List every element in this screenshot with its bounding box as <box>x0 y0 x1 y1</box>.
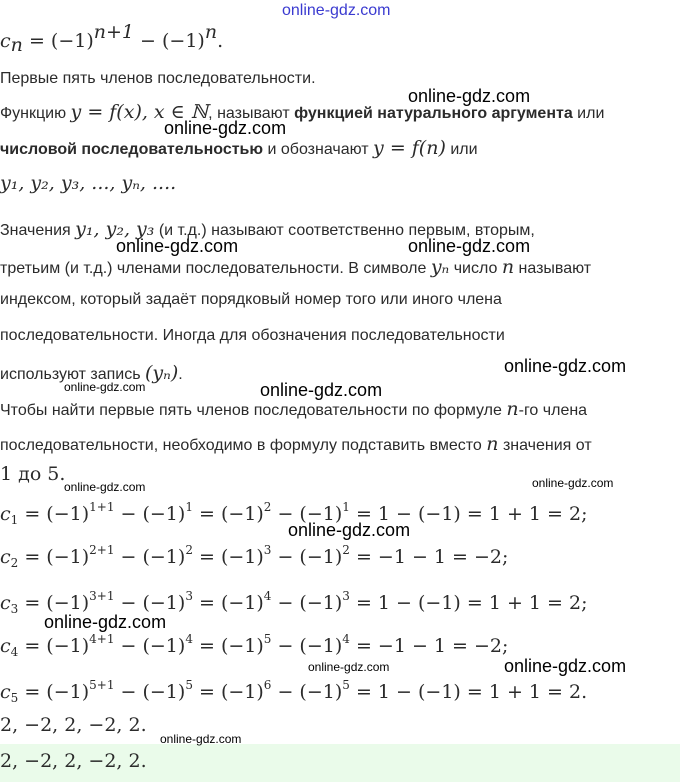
p2-math: y₁, y₂, y₃ <box>75 218 155 240</box>
calc-exp: 3+1 <box>89 589 115 603</box>
calc-name: c <box>0 546 11 568</box>
calc-exp: 2 <box>342 543 350 557</box>
formula-rhs2: − (−1) <box>134 30 205 52</box>
p3-line1-a: Чтобы найти первые пять членов последовательности по формуле <box>0 402 507 419</box>
watermark: online-gdz.com <box>64 480 146 494</box>
calc-exp: 4 <box>342 632 350 646</box>
p1-bold-2: числовой последовательностью <box>0 141 264 158</box>
calc-exp: 1+1 <box>89 500 115 514</box>
watermark: online-gdz.com <box>288 520 411 540</box>
calc-name: c <box>0 592 11 614</box>
p3-line2-math: n <box>486 433 499 455</box>
p1-text-a: Функцию <box>0 105 71 122</box>
calc-sub: 3 <box>10 602 19 616</box>
calc-tail: = 1 − (−1) = 1 + 1 = 2; <box>349 592 588 614</box>
p2-line2-math1: yₙ <box>430 256 450 278</box>
calc-sub: 5 <box>10 691 19 705</box>
calc-line-c4: $c_4 = (-1)^{4+1} - (-1)^4 = (-1)^5 - (-1)^4 = -1 - 1 = -2$; <box>0 632 509 659</box>
calc-exp: 1 <box>342 500 350 514</box>
calc-line-c3: $c_3 = (-1)^{3+1} - (-1)^3 = (-1)^4 - (-1)^3 = 1 - (-1) = 1 + 1 = 2$; <box>0 589 588 616</box>
calc-sub: 4 <box>10 645 19 659</box>
sequence-notation: y₁, y₂, y₃, ..., yₙ, .... <box>0 172 177 194</box>
calc-sub: 1 <box>10 513 19 527</box>
watermark: online-gdz.com <box>504 356 627 376</box>
calc-exp: 1 <box>185 500 193 514</box>
formula-rhs1: = (−1) <box>22 30 94 52</box>
calc-line-c5: $c_5 = (-1)^{5+1} - (-1)^5 = (-1)^6 - (-1)^5 = 1 - (-1) = 1 + 1 = 2$. <box>0 678 588 705</box>
calc-exp: 4 <box>185 632 193 646</box>
watermark: online-gdz.com <box>160 732 242 746</box>
watermark: online-gdz.com <box>408 86 531 106</box>
calc-tail: = 1 − (−1) = 1 + 1 = 2. <box>349 681 588 703</box>
p2-line2-math2: n <box>501 256 515 278</box>
calc-exp: 4+1 <box>89 632 115 646</box>
p3-line1-b: -го члена <box>518 402 588 419</box>
paragraph-1-line-2 <box>0 137 478 159</box>
calc-exp: 2 <box>263 500 272 514</box>
paragraph-3-line-3: 1 до 5. <box>0 463 66 485</box>
p1-math-2: y = f(n) <box>373 137 446 159</box>
p1-text-d: и обозначают <box>263 141 374 158</box>
formula-rhs2-sup: n <box>204 21 218 43</box>
p3-line1-math: n <box>506 398 519 420</box>
p2-line2-c: называют <box>514 260 592 277</box>
calc-tail: = 1 − (−1) = 1 + 1 = 2; <box>349 503 588 525</box>
heading: Первые пять членов последовательности. <box>0 70 316 87</box>
calc-line-c1: $c_1 = (-1)^{1+1} - (-1)^1 = (-1)^2 - (-1)^1 = 1 - (-1) = 1 + 1 = 2$; <box>0 500 588 527</box>
p3-line2-b: значения от <box>498 437 592 454</box>
paragraph-2-line-2 <box>0 256 591 278</box>
calc-exp: 5 <box>185 678 193 692</box>
formula-lhs-sub: n <box>10 34 23 56</box>
p2-line2-b: число <box>449 260 502 277</box>
p2-text-a: Значения <box>0 222 76 239</box>
watermark: online-gdz.com <box>116 236 239 256</box>
calc-exp: 2+1 <box>89 543 115 557</box>
p1-math-1: y = f(x), x ∈ ℕ <box>70 101 209 123</box>
paragraph-3-line-1 <box>0 398 587 420</box>
calc-tail: = −1 − 1 = −2; <box>349 635 509 657</box>
p2-line5-math: (yₙ) <box>145 362 179 384</box>
calc-tail: = −1 − 1 = −2; <box>349 546 509 568</box>
calc-exp: 3 <box>185 589 193 603</box>
watermark: online-gdz.com <box>408 236 531 256</box>
p3-line2-a: последовательности, необходимо в формулу подставить вместо <box>0 437 487 454</box>
calc-exp: 5 <box>263 632 272 646</box>
watermark: online-gdz.com <box>504 656 627 676</box>
paragraph-2-line-4: последовательности. Иногда для обозначения последовательности <box>0 327 505 344</box>
p1-text-e: или <box>445 141 478 158</box>
calc-name: c <box>0 681 11 703</box>
calc-exp: 2 <box>185 543 193 557</box>
calc-exp: 3 <box>342 589 350 603</box>
calc-exp: 3 <box>263 543 272 557</box>
result-line: 2, −2, 2, −2, 2. <box>0 714 147 736</box>
p2-line5-b: . <box>178 366 183 383</box>
formula-lhs: c <box>0 30 11 52</box>
calc-exp: 4 <box>263 589 272 603</box>
p1-text-b: , называют <box>208 105 295 122</box>
calc-name: c <box>0 503 11 525</box>
formula-rhs1-sup: n+1 <box>93 21 134 43</box>
calc-name: c <box>0 635 11 657</box>
p2-line2-a: третьим (и т.д.) членами последовательности. В символе <box>0 260 431 277</box>
answer-box <box>0 744 680 782</box>
p1-text-c: или <box>572 105 605 122</box>
p2-text-b: (и т.д.) называют соответственно первым, вторым, <box>154 222 535 239</box>
watermark: online-gdz.com <box>164 118 287 138</box>
watermark: online-gdz.com <box>308 660 390 674</box>
watermark: online-gdz.com <box>260 380 383 400</box>
site-watermark-top: online-gdz.com <box>282 2 391 19</box>
watermark: online-gdz.com <box>64 380 146 394</box>
p1-bold-1: функцией натурального аргумента <box>294 105 573 122</box>
paragraph-2-line-3: индексом, который задаёт порядковый номер того или иного члена <box>0 291 502 308</box>
watermark: online-gdz.com <box>532 476 614 490</box>
calc-sub: 2 <box>10 556 19 570</box>
calc-exp: 5+1 <box>89 678 115 692</box>
watermark: online-gdz.com <box>44 612 167 632</box>
answer-text: 2, −2, 2, −2, 2. <box>0 750 147 772</box>
calc-line-c2: $c_2 = (-1)^{2+1} - (-1)^2 = (-1)^3 - (-1)^2 = -1 - 1 = -2$; <box>0 543 509 570</box>
paragraph-3-line-2 <box>0 433 592 455</box>
p2-line5-a: используют запись <box>0 366 146 383</box>
calc-exp: 5 <box>342 678 350 692</box>
formula-end: . <box>217 30 224 52</box>
sequence-formula <box>0 21 224 56</box>
calc-exp: 6 <box>263 678 272 692</box>
